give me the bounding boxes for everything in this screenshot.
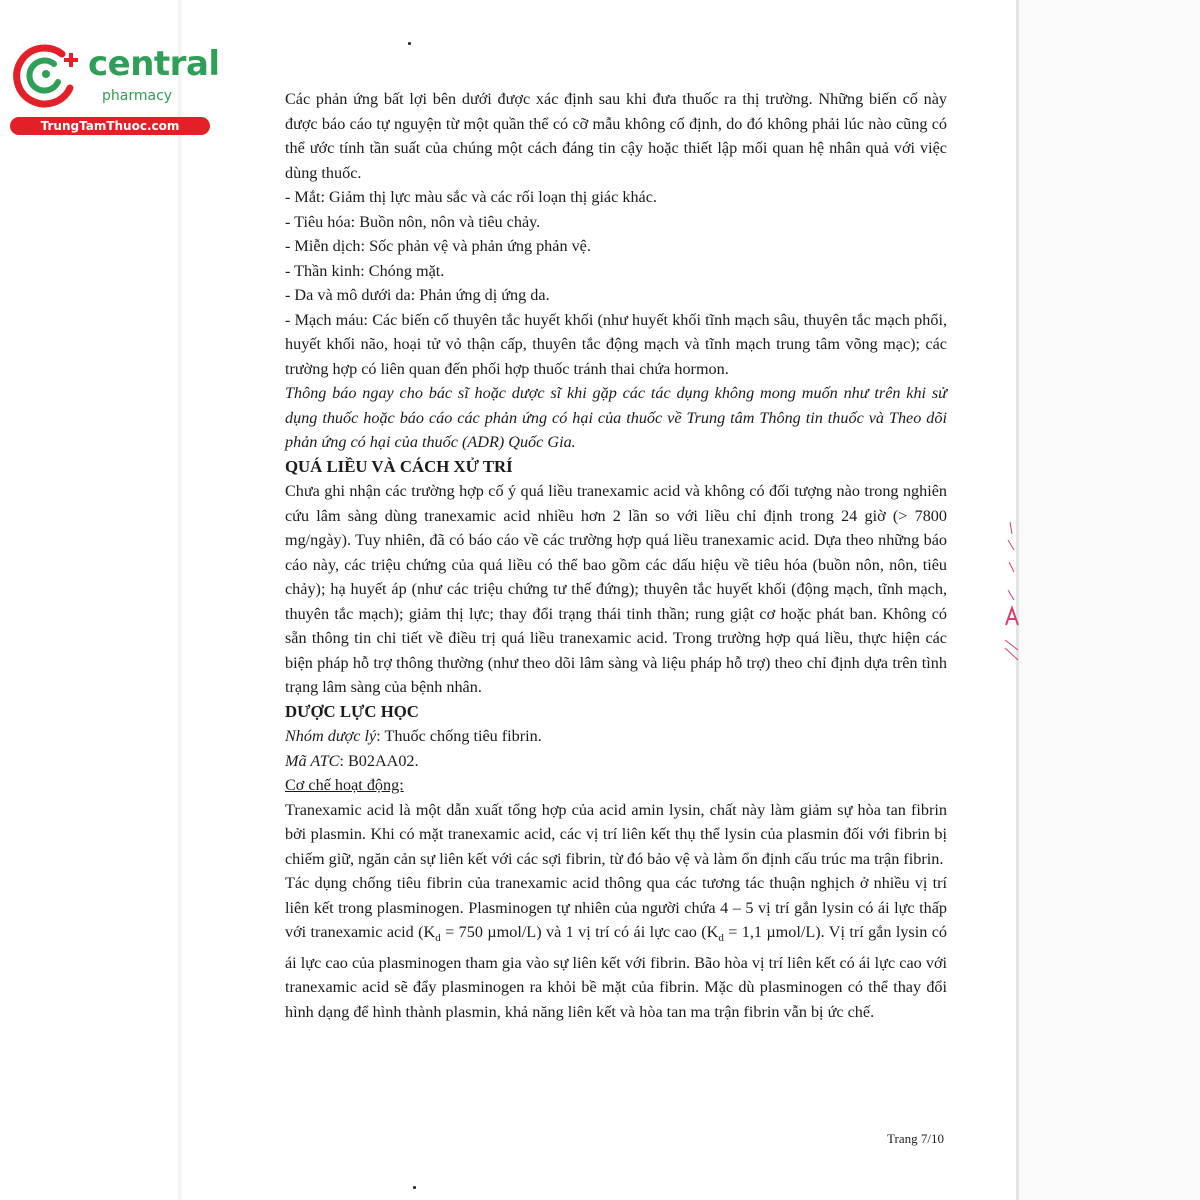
mech2-text-a: Tác dụng chống tiêu fibrin của tranexamic acid thông qua các tương tác thuận nghịch ở nhiều vị trí liên kết trong plasminogen. Plasminogen tự nhiên của người chứa 4 – 5 vị trí gắn lysin có ái lực thấp với tranexamic acid (K — [285, 874, 947, 941]
pharmacologic-group — [285, 724, 947, 749]
scan-shadow — [178, 0, 184, 1200]
mechanism-paragraph-2 — [285, 871, 947, 1024]
kd-subscript: d — [718, 932, 724, 945]
kd-subscript: d — [435, 932, 441, 945]
logo-sub-text: pharmacy — [102, 88, 173, 104]
adverse-item: - Da và mô dưới da: Phản ứng dị ứng da. — [285, 286, 550, 304]
adverse-item: - Mạch máu: Các biến cố thuyên tắc huyết khối (như huyết khối tĩnh mạch sâu, thuyên tắc mạch phổi, huyết khối não, hoại tử vỏ thận cấp, thuyên tắc động mạch và tĩnh mạch trung tâm võng mạc); các trường hợp có liên quan đến phối hợp thuốc tránh thai chứa hormon. — [285, 310, 947, 378]
atc-label: Mã ATC — [285, 751, 340, 770]
adverse-item: - Thần kinh: Chóng mặt. — [285, 261, 445, 280]
mech2-text-c: = 1,1 µmol/L). Vị trí gắn lysin có ái lực cao của plasminogen tham gia vào sự liên kết với fibrin. Bão hòa vị trí liên kết có ái lực cao với tranexamic acid sẽ đẩy plasminogen ra khỏi bề mặt của fibrin. Mặc dù plasminogen có thể thay đổi hình dạng để hình thành plasmin, khả năng liên kết và hòa tan ma trận fibrin vẫn bị ức chế. — [285, 923, 947, 1021]
mechanism-label: Cơ chế hoạt động: — [285, 776, 404, 794]
adverse-item: - Mắt: Giảm thị lực màu sắc và các rối loạn thị giác khác. — [285, 188, 657, 206]
adverse-item: - Miễn dịch: Sốc phản vệ và phản ứng phản vệ. — [285, 237, 591, 255]
mech2-text-b: = 750 µmol/L) và 1 vị trí có ái lực cao (K — [440, 923, 719, 941]
stamp-mark-icon — [990, 520, 1030, 670]
logo-mark-icon — [10, 40, 90, 114]
logo-brand-text: central — [88, 44, 220, 84]
adverse-intro: Các phản ứng bất lợi bên dưới được xác định sau khi đưa thuốc ra thị trường. Những biến cố này được báo cáo tự nguyện từ một quần thể có cỡ mẫu không cố định, do đó không phải lúc nào cũng có thể ước tính tần suất của chúng một cách đáng tin cậy hoặc thiết lập mối quan hệ nhân quả với việc dùng thuốc. — [285, 90, 947, 182]
scan-speck — [408, 42, 411, 45]
document-body — [285, 87, 947, 1024]
pharmacy-logo[interactable] — [10, 40, 220, 140]
page-margin-area — [1019, 0, 1200, 1200]
overdose-paragraph: Chưa ghi nhận các trường hợp cố ý quá liều tranexamic acid và không có đối tượng nào trong nghiên cứu lâm sàng dùng tranexamic acid nhiều hơn 2 lần so với liều chỉ định trong 24 giờ (> 7800 mg/ngày). Tuy nhiên, đã có báo cáo về các trường hợp quá liều tranexamic acid. Dựa theo những báo cáo này, các triệu chứng của quá liều có thể bao gồm các dấu hiệu về tiêu hóa (buồn nôn, nôn, tiêu chảy); hạ huyết áp (như các triệu chứng tư thế đứng); thuyên tắc huyết khối (động mạch, tĩnh mạch, thuyên tắc mạch); giảm thị lực; thay đổi trạng thái tinh thần; rung giật cơ hoặc phát ban. Không có sẵn thông tin chi tiết về điều trị quá liều tranexamic acid. Trong trường hợp quá liều, thực hiện các biện pháp hỗ trợ thông thường (như theo dõi lâm sàng và liệu pháp hỗ trợ) theo chỉ định dựa trên tình trạng lâm sàng của bệnh nhân. — [285, 482, 947, 696]
logo-url-badge[interactable]: TrungTamThuoc.com — [10, 117, 210, 135]
group-value: : Thuốc chống tiêu fibrin. — [376, 727, 542, 745]
section-heading-overdose: QUÁ LIỀU VÀ CÁCH XỬ TRÍ — [285, 456, 513, 476]
mechanism-paragraph-1: Tranexamic acid là một dẫn xuất tổng hợp của acid amin lysin, chất này làm giảm sự hòa tan fibrin bởi plasmin. Khi có mặt tranexamic acid, các vị trí liên kết thụ thể lysin của plasmin đối với fibrin bị chiếm giữ, ngăn cản sự liên kết với các sợi fibrin, từ đó bảo vệ và làm ổn định cấu trúc ma trận fibrin. — [285, 800, 947, 868]
page-number: Trang 7/10 — [887, 1131, 944, 1146]
scan-speck — [413, 1186, 416, 1189]
atc-code — [285, 749, 947, 774]
atc-value: : B02AA02. — [339, 751, 419, 770]
section-heading-pharmacodynamics: DƯỢC LỰC HỌC — [285, 701, 419, 721]
group-label: Nhóm dược lý — [285, 727, 377, 745]
adr-notice: Thông báo ngay cho bác sĩ hoặc dược sĩ khi gặp các tác dụng không mong muốn như trên khi sử dụng thuốc hoặc báo cáo các phản ứng có hại của thuốc về Trung tâm Thông tin thuốc và Theo dõi phản ứng có hại của thuốc (ADR) Quốc Gia. — [285, 384, 947, 451]
adverse-item: - Tiêu hóa: Buồn nôn, nôn và tiêu chảy. — [285, 212, 541, 231]
